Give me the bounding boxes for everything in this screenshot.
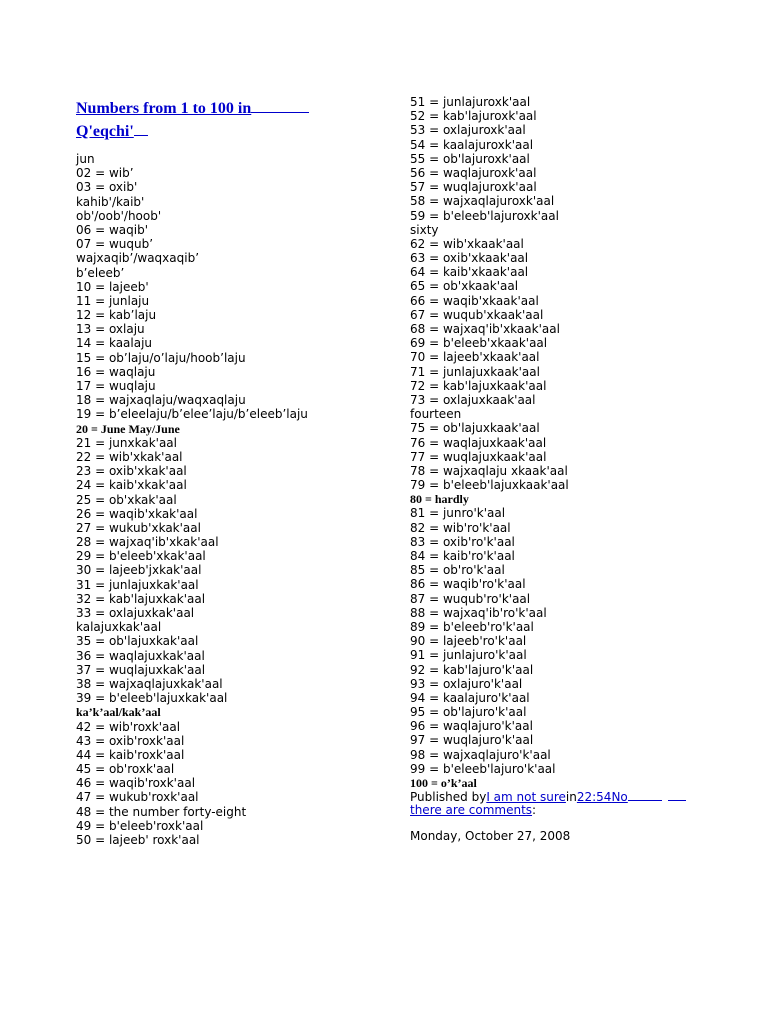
number-entry: 48 = the number forty-eight xyxy=(76,804,247,819)
number-entry: 91 = junlajuro'k'aal xyxy=(410,648,527,663)
number-entry: 10 = lajeeb' xyxy=(76,279,149,294)
number-entry: 31 = junlajuxkak'aal xyxy=(76,577,199,592)
number-entry: 15 = ob’laju/o’laju/hoob’laju xyxy=(76,350,246,365)
number-entry: 42 = wib'roxk'aal xyxy=(76,719,181,734)
number-entry: 95 = ob'lajuro'k'aal xyxy=(410,705,527,720)
number-entry: 32 = kab'lajuxkak'aal xyxy=(76,591,206,606)
number-entry: 17 = wuqlaju xyxy=(76,379,156,393)
number-entry: 25 = ob'xkak'aal xyxy=(76,492,177,507)
number-entry: ob'/oob'/hoob' xyxy=(76,208,162,223)
number-entry: 33 = oxlajuxkak'aal xyxy=(76,606,195,620)
number-entry: 30 = lajeeb'jxkak'aal xyxy=(76,563,202,578)
number-entry: 47 = wukub'roxk'aal xyxy=(76,790,199,805)
number-entry: 80 = hardly xyxy=(410,492,469,507)
number-entry: 97 = wuqlajuro'k'aal xyxy=(410,733,534,748)
number-entry: 100 = o’k’aal xyxy=(410,776,477,790)
number-entry: 75 = ob'lajuxkaak'aal xyxy=(410,421,540,436)
comments-line xyxy=(410,803,686,817)
number-entry: 94 = kaalajuro'k'aal xyxy=(410,690,530,705)
number-entry: 96 = waqlajuro'k'aal xyxy=(410,719,533,734)
number-entry: 65 = ob'xkaak'aal xyxy=(410,279,519,294)
number-entry: 13 = oxlaju xyxy=(76,322,145,337)
number-entry: 45 = ob'roxk'aal xyxy=(76,762,175,777)
number-entry: 52 = kab'lajuroxk'aal xyxy=(410,109,537,124)
number-entry: 14 = kaalaju xyxy=(76,336,153,351)
number-entry: 27 = wukub'xkak'aal xyxy=(76,520,201,535)
number-entry: 79 = b'eleeb'lajuxkaak'aal xyxy=(410,478,569,493)
published-line xyxy=(410,789,686,803)
number-entry: 92 = kab'lajuro'k'aal xyxy=(410,662,534,677)
number-entry: 71 = junlajuxkaak'aal xyxy=(410,364,540,379)
number-entry: 53 = oxlajuroxk'aal xyxy=(410,123,526,138)
number-entry: 81 = junro'k'aal xyxy=(410,506,506,521)
left-number-list xyxy=(76,152,308,847)
post-date: Monday, October 27, 2008 xyxy=(410,829,571,844)
in-word: in xyxy=(565,790,577,804)
link-gap-2 xyxy=(668,789,686,801)
number-entry: 43 = oxib'roxk'aal xyxy=(76,733,185,748)
number-entry: 29 = b'eleeb'xkak'aal xyxy=(76,549,206,564)
number-entry: 84 = kaib'ro'k'aal xyxy=(410,549,515,563)
number-entry: 58 = wajxaqlajuroxk'aal xyxy=(410,194,555,209)
number-entry: sixty xyxy=(410,222,439,237)
number-entry: wajxaqib’/waqxaqib’ xyxy=(76,251,200,266)
published-prefix: Published by xyxy=(410,790,487,804)
number-entry: 18 = wajxaqlaju/waqxaqlaju xyxy=(76,393,246,408)
number-entry: 51 = junlajuroxk'aal xyxy=(410,95,531,109)
author-link[interactable]: I am not sure xyxy=(486,790,566,804)
number-entry: 26 = waqib'xkak'aal xyxy=(76,506,198,521)
number-entry: 03 = oxib' xyxy=(76,180,138,195)
title-line-2[interactable] xyxy=(76,120,366,143)
number-entry: b’eleeb’ xyxy=(76,265,125,280)
number-entry: 59 = b'eleeb'lajuroxk'aal xyxy=(410,208,559,223)
title-text-1[interactable]: Numbers from 1 to 100 in xyxy=(76,100,252,117)
number-entry: 57 = wuqlajuroxk'aal xyxy=(410,180,537,195)
number-entry: 89 = b'eleeb'ro'k'aal xyxy=(410,619,534,634)
number-entry: 72 = kab'lajuxkaak'aal xyxy=(410,378,547,393)
post-footer xyxy=(410,789,686,843)
number-entry: 69 = b'eleeb'xkaak'aal xyxy=(410,336,548,351)
number-entry: 99 = b'eleeb'lajuro'k'aal xyxy=(410,761,556,776)
number-entry: 77 = wuqlajuxkaak'aal xyxy=(410,449,547,464)
number-entry: 90 = lajeeb'ro'k'aal xyxy=(410,634,527,649)
number-entry: 37 = wuqlajuxkak'aal xyxy=(76,662,206,677)
number-entry: 44 = kaib'roxk'aal xyxy=(76,747,185,762)
title-underline-pad-1 xyxy=(251,97,309,113)
number-entry: 87 = wuqub'ro'k'aal xyxy=(410,591,531,606)
number-entry: fourteen xyxy=(410,407,462,422)
comments-colon: : xyxy=(532,803,537,818)
number-entry: 49 = b'eleeb'roxk'aal xyxy=(76,818,204,833)
number-entry: 73 = oxlajuxkaak'aal xyxy=(410,392,536,407)
number-entry: 67 = wuqub'xkaak'aal xyxy=(410,307,544,322)
number-entry: kalajuxkak'aal xyxy=(76,620,162,635)
number-entry: 39 = b'eleeb'lajuxkak'aal xyxy=(76,691,228,706)
number-entry: 50 = lajeeb' roxk'aal xyxy=(76,833,200,847)
number-entry: 02 = wib’ xyxy=(76,166,134,181)
number-entry: 35 = ob'lajuxkak'aal xyxy=(76,634,199,649)
number-entry: 88 = wajxaq'ib'ro'k'aal xyxy=(410,605,547,620)
number-entry: 54 = kaalajuroxk'aal xyxy=(410,137,534,152)
number-entry: 62 = wib'xkaak'aal xyxy=(410,236,524,251)
number-entry: 23 = oxib'xkak'aal xyxy=(76,464,187,479)
number-entry: 55 = ob'lajuroxk'aal xyxy=(410,151,530,166)
number-entry: 78 = wajxaqlaju xkaak'aal xyxy=(410,463,568,478)
title-underline-pad-2 xyxy=(134,120,148,136)
number-entry: 82 = wib'ro'k'aal xyxy=(410,520,511,535)
number-entry: 20 = June May/June xyxy=(76,421,180,436)
number-entry: 83 = oxib'ro'k'aal xyxy=(410,534,515,549)
number-entry: 85 = ob'ro'k'aal xyxy=(410,563,505,578)
number-entry: kahib'/kaib' xyxy=(76,194,145,209)
number-entry: 21 = junxkak'aal xyxy=(76,435,177,450)
number-entry: 46 = waqib'roxk'aal xyxy=(76,776,196,791)
number-entry: 19 = b’eleelaju/b’elee’laju/b’eleeb’laju xyxy=(76,407,308,422)
number-entry: 07 = wuqub’ xyxy=(76,237,154,252)
number-entry: 63 = oxib'xkaak'aal xyxy=(410,251,529,266)
page-title[interactable] xyxy=(76,97,366,143)
number-entry: 68 = wajxaq'ib'xkaak'aal xyxy=(410,322,560,336)
number-entry: 24 = kaib'xkak'aal xyxy=(76,478,187,493)
number-entry: 38 = wajxaqlajuxkak'aal xyxy=(76,676,223,691)
number-entry: 28 = wajxaq'ib'xkak'aal xyxy=(76,535,219,550)
number-entry: 36 = waqlajuxkak'aal xyxy=(76,648,205,663)
number-entry: jun xyxy=(76,152,95,166)
number-entry: 12 = kab’laju xyxy=(76,308,157,323)
right-number-list xyxy=(410,95,569,790)
comments-link[interactable]: there are comments xyxy=(410,803,533,818)
title-text-2[interactable]: Q'eqchi' xyxy=(76,123,134,140)
number-entry: 76 = waqlajuxkaak'aal xyxy=(410,435,547,450)
number-entry: 06 = waqib' xyxy=(76,222,148,237)
number-entry: 98 = wajxaqlajuro'k'aal xyxy=(410,747,551,762)
number-entry: 66 = waqib'xkaak'aal xyxy=(410,293,539,308)
number-entry: 11 = junlaju xyxy=(76,293,150,308)
number-entry: ka’k’aal/kak’aal xyxy=(76,705,161,720)
title-line-1[interactable] xyxy=(76,97,366,120)
link-gap-1 xyxy=(628,789,662,801)
number-entry: 86 = waqib'ro'k'aal xyxy=(410,577,526,592)
number-entry: 70 = lajeeb'xkaak'aal xyxy=(410,350,540,365)
number-entry: 56 = waqlajuroxk'aal xyxy=(410,165,537,180)
number-entry: 93 = oxlajuro'k'aal xyxy=(410,676,523,691)
no-word-link[interactable]: No xyxy=(611,790,628,804)
time-link[interactable]: 22:54 xyxy=(576,790,612,804)
number-entry: 64 = kaib'xkaak'aal xyxy=(410,265,529,280)
number-entry: 22 = wib'xkak'aal xyxy=(76,449,183,464)
number-entry: 16 = waqlaju xyxy=(76,364,156,379)
